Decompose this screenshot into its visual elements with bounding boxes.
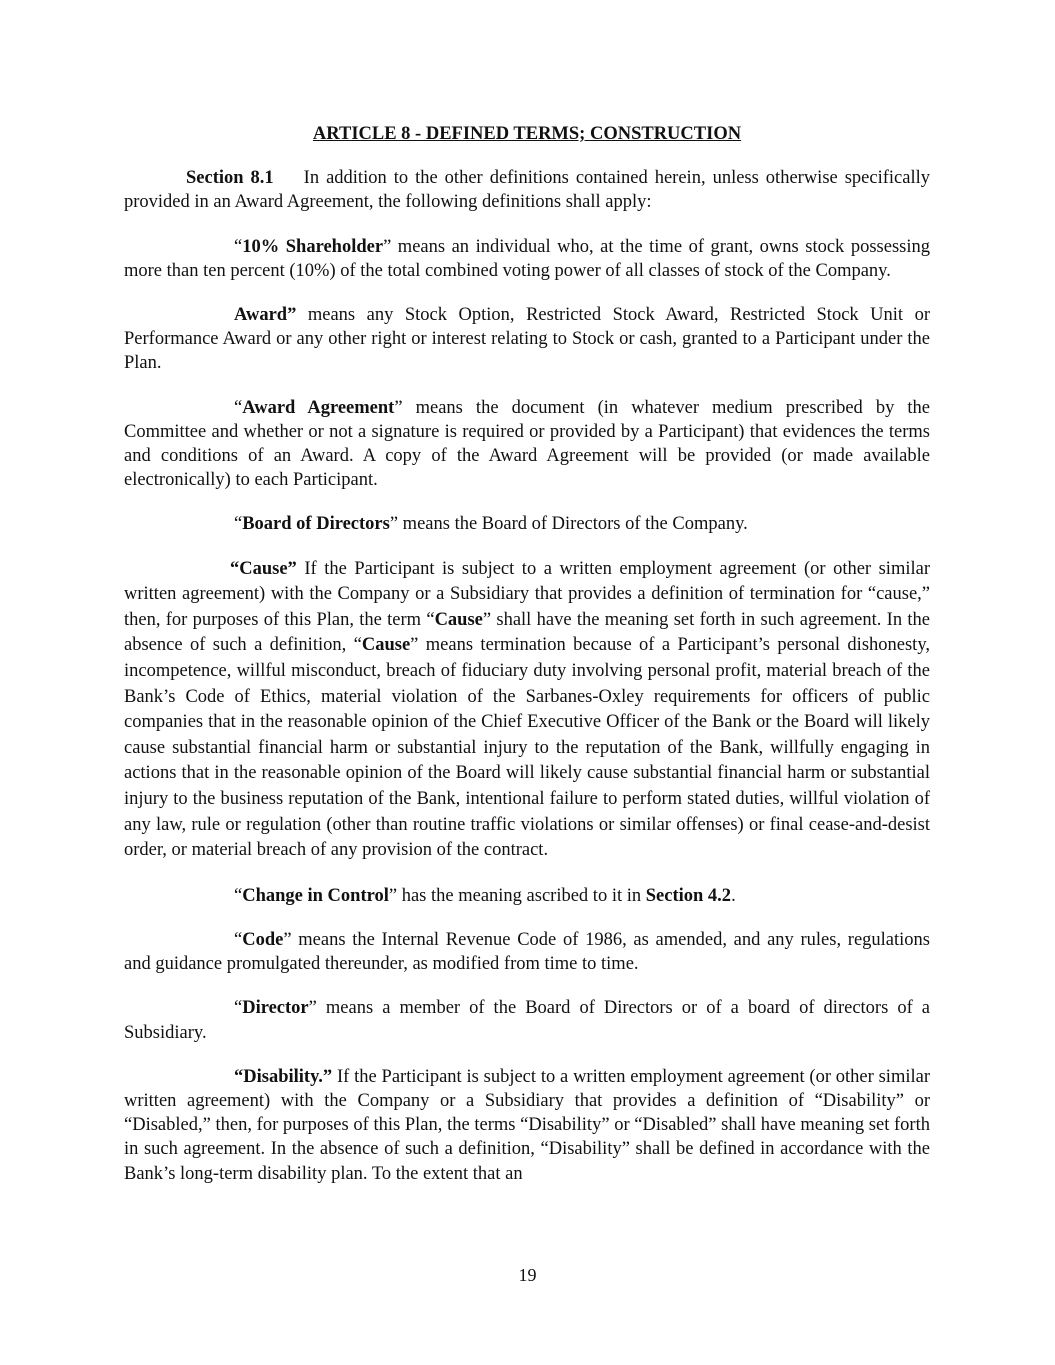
term: “Cause” xyxy=(230,558,297,579)
document-page xyxy=(124,122,930,1206)
definition-board-of-directors xyxy=(124,512,930,536)
definition-text: ” means the Internal Revenue Code of 1986, as amended, and any rules, regulations and guidance promulgated thereunder, as modified from time to time. xyxy=(124,929,930,975)
definition-text: If the Participant is subject to a written employment agreement (or other similar written agreement) with the Company or a Subsidiary that provides a definition of “Disability” or “Disabled,” then, for purposes of this Plan, the terms “Disability” or “Disabled” shall have meaning set forth in such agreement. In the absence of such a definition, “Disability” shall be defined in accordance with the Bank’s long-term disability plan. To the extent that an xyxy=(124,1066,930,1184)
open-quote: “ xyxy=(234,514,243,535)
definition-award xyxy=(124,303,930,376)
open-quote: “ xyxy=(234,929,243,950)
term: Director xyxy=(242,998,309,1019)
definition-award-agreement xyxy=(124,396,930,493)
section-text: In addition to the other definitions contained herein, unless otherwise specifically provided in an Award Agreement, the following definitions shall apply: xyxy=(124,168,930,213)
definition-text: ” means an individual who, at the time of grant, owns stock possessing more than ten percent (10%) of the total combined voting power of all classes of stock of the Company. xyxy=(124,236,930,281)
page-number: 19 xyxy=(518,1265,537,1285)
definition-text: ” means a member of the Board of Directors or of a board of directors of a Subsidiary. xyxy=(124,998,930,1043)
section-label: Section 8.1 xyxy=(186,168,274,189)
definition-text: ” means the document (in whatever medium prescribed by the Committee and whether or not a signature is required or provided by a Participant) that evidences the terms and conditions of an Award. A copy of the Award Agreement will be provided (or made available electronically) to each Participant. xyxy=(124,397,930,491)
open-quote: “ xyxy=(234,236,243,257)
term: Code xyxy=(242,929,284,950)
term: Change in Control xyxy=(242,885,389,906)
period: . xyxy=(731,885,736,906)
definition-director xyxy=(124,996,930,1044)
definition-text: ” has the meaning ascribed to it in xyxy=(388,885,646,906)
definition-text: ” means the Board of Directors of the Company. xyxy=(389,514,748,535)
open-quote: “ xyxy=(234,998,243,1019)
definition-change-in-control xyxy=(124,884,930,908)
definition-code xyxy=(124,928,930,976)
definition-disability xyxy=(124,1065,930,1186)
term: 10% Shareholder xyxy=(242,236,384,257)
open-quote: “ xyxy=(234,885,243,906)
definition-text: means any Stock Option, Restricted Stock Award, Restricted Stock Unit or Performance Award or any other right or interest relating to Stock or cash, granted to a Participant under the Plan. xyxy=(124,305,930,374)
article-heading: ARTICLE 8 - DEFINED TERMS; CONSTRUCTION xyxy=(312,124,742,144)
open-quote: “ xyxy=(234,397,243,418)
definition-text: If the Participant is subject to a written employment agreement (or other similar written agreement) with the Company or a Subsidiary that provides a definition of termination for “cause,” then, for purposes of this Plan, the term “ xyxy=(124,558,930,630)
definition-cause xyxy=(124,557,930,864)
section-8-1-paragraph xyxy=(124,166,930,214)
definition-10-percent-shareholder xyxy=(124,235,930,283)
term: Award” xyxy=(234,305,297,326)
term: “Disability.” xyxy=(234,1066,333,1087)
term-inline: Cause xyxy=(434,609,483,630)
section-reference: Section 4.2 xyxy=(645,885,732,906)
definition-text: ” means termination because of a Participant’s personal dishonesty, incompetence, willful misconduct, breach of fiduciary duty involving personal profit, material breach of the Bank’s Code of Ethics, material violation of the Sarbanes-Oxley requirements for officers of public companies that in the reasonable opinion of the Chief Executive Officer of the Bank or the Board will likely cause substantial financial harm or substantial injury to the reputation of the Bank, willfully engaging in actions that in the reasonable opinion of the Board will likely cause substantial financial harm or substantial injury to the business reputation of the Bank, intentional failure to perform stated duties, willful violation of any law, rule or regulation (other than routine traffic violations or similar offenses) or final cease-and-desist order, or material breach of any provision of the contract. xyxy=(124,635,930,861)
term: Board of Directors xyxy=(242,514,390,535)
definition-text: ” shall have the meaning set forth in such agreement. In the absence of such a definition, “ xyxy=(124,609,930,656)
term-inline: Cause xyxy=(361,635,411,656)
term: Award Agreement xyxy=(242,397,395,418)
